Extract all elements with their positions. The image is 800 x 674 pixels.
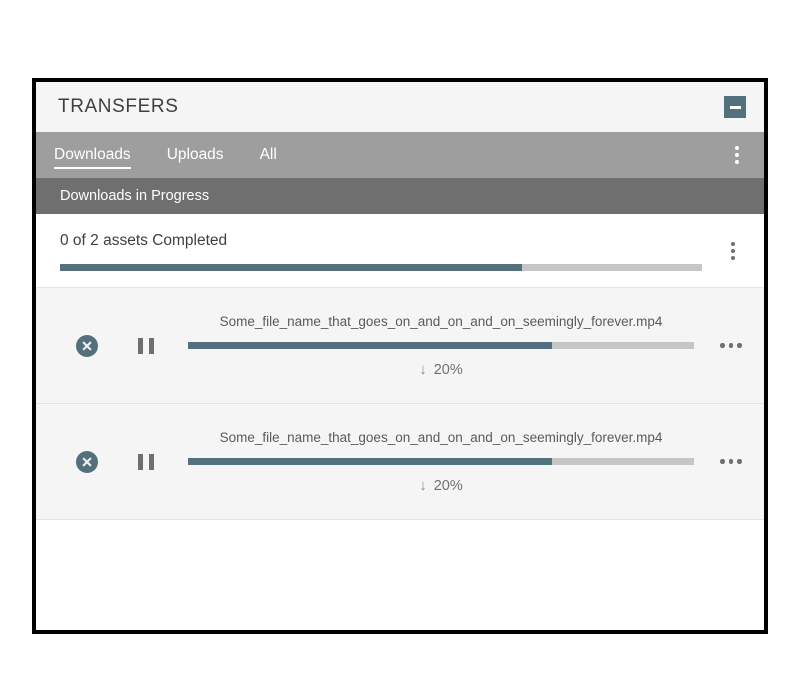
dot [720, 459, 725, 464]
summary-label: 0 of 2 assets Completed [60, 232, 228, 249]
kebab-dot [731, 256, 735, 260]
tab-uploads[interactable] [149, 132, 242, 178]
transfer-status [419, 478, 463, 494]
transfer-row [36, 404, 764, 520]
section-header-label: Downloads in Progress [60, 188, 210, 204]
summary-row [36, 214, 764, 288]
transfer-percent-label: 20% [433, 477, 463, 494]
minimize-icon [730, 106, 741, 109]
minimize-button[interactable] [724, 96, 746, 118]
panel-titlebar [36, 82, 764, 132]
panel-title: TRANSFERS [58, 96, 179, 117]
transfer-progress-fill [188, 342, 552, 349]
dot [737, 343, 742, 348]
transfer-progress-bar [188, 342, 694, 349]
file-name: Some_file_name_that_goes_on_and_on_and_on_seemingly_forever.mp4 [219, 429, 663, 445]
transfer-row [36, 288, 764, 404]
cancel-icon[interactable] [76, 451, 98, 473]
kebab-dot [735, 153, 739, 157]
summary-more-options-icon[interactable] [720, 232, 746, 261]
transfer-percent-label: 20% [433, 361, 463, 378]
transfer-status [419, 362, 463, 378]
cancel-icon[interactable] [76, 335, 98, 357]
transfer-more-options-icon[interactable] [716, 343, 746, 348]
summary-progress-fill [60, 264, 522, 271]
kebab-dot [731, 242, 735, 246]
tab-downloads-label: Downloads [54, 146, 131, 163]
tab-downloads[interactable] [36, 132, 149, 178]
transfer-list [36, 288, 764, 520]
transfers-panel [32, 78, 768, 634]
tab-all[interactable] [242, 132, 295, 178]
transfer-progress-fill [188, 458, 552, 465]
pause-bar [149, 454, 154, 470]
dot [729, 459, 734, 464]
tab-uploads-label: Uploads [166, 146, 224, 163]
empty-area [36, 520, 764, 630]
pause-bar [138, 454, 143, 470]
kebab-dot [731, 249, 735, 253]
panel-body [36, 178, 764, 630]
transfer-details [188, 430, 694, 494]
summary-content [60, 232, 720, 271]
transfer-more-options-icon[interactable] [716, 459, 746, 464]
tab-all-label: All [259, 146, 277, 163]
summary-progress-bar [60, 264, 702, 271]
file-name: Some_file_name_that_goes_on_and_on_and_on_seemingly_forever.mp4 [219, 313, 663, 329]
pause-bar [149, 338, 154, 354]
tab-bar [36, 132, 764, 178]
dot [729, 343, 734, 348]
transfer-details [188, 314, 694, 378]
more-options-icon[interactable] [724, 132, 750, 178]
arrow-down-icon: ↓ [419, 361, 427, 378]
section-header [36, 178, 764, 214]
pause-icon[interactable] [138, 454, 154, 470]
tab-list [36, 132, 724, 178]
kebab-dot [735, 146, 739, 150]
dot [720, 343, 725, 348]
kebab-dot [735, 160, 739, 164]
arrow-down-icon: ↓ [419, 477, 427, 494]
pause-bar [138, 338, 143, 354]
transfer-progress-bar [188, 458, 694, 465]
pause-icon[interactable] [138, 338, 154, 354]
dot [737, 459, 742, 464]
